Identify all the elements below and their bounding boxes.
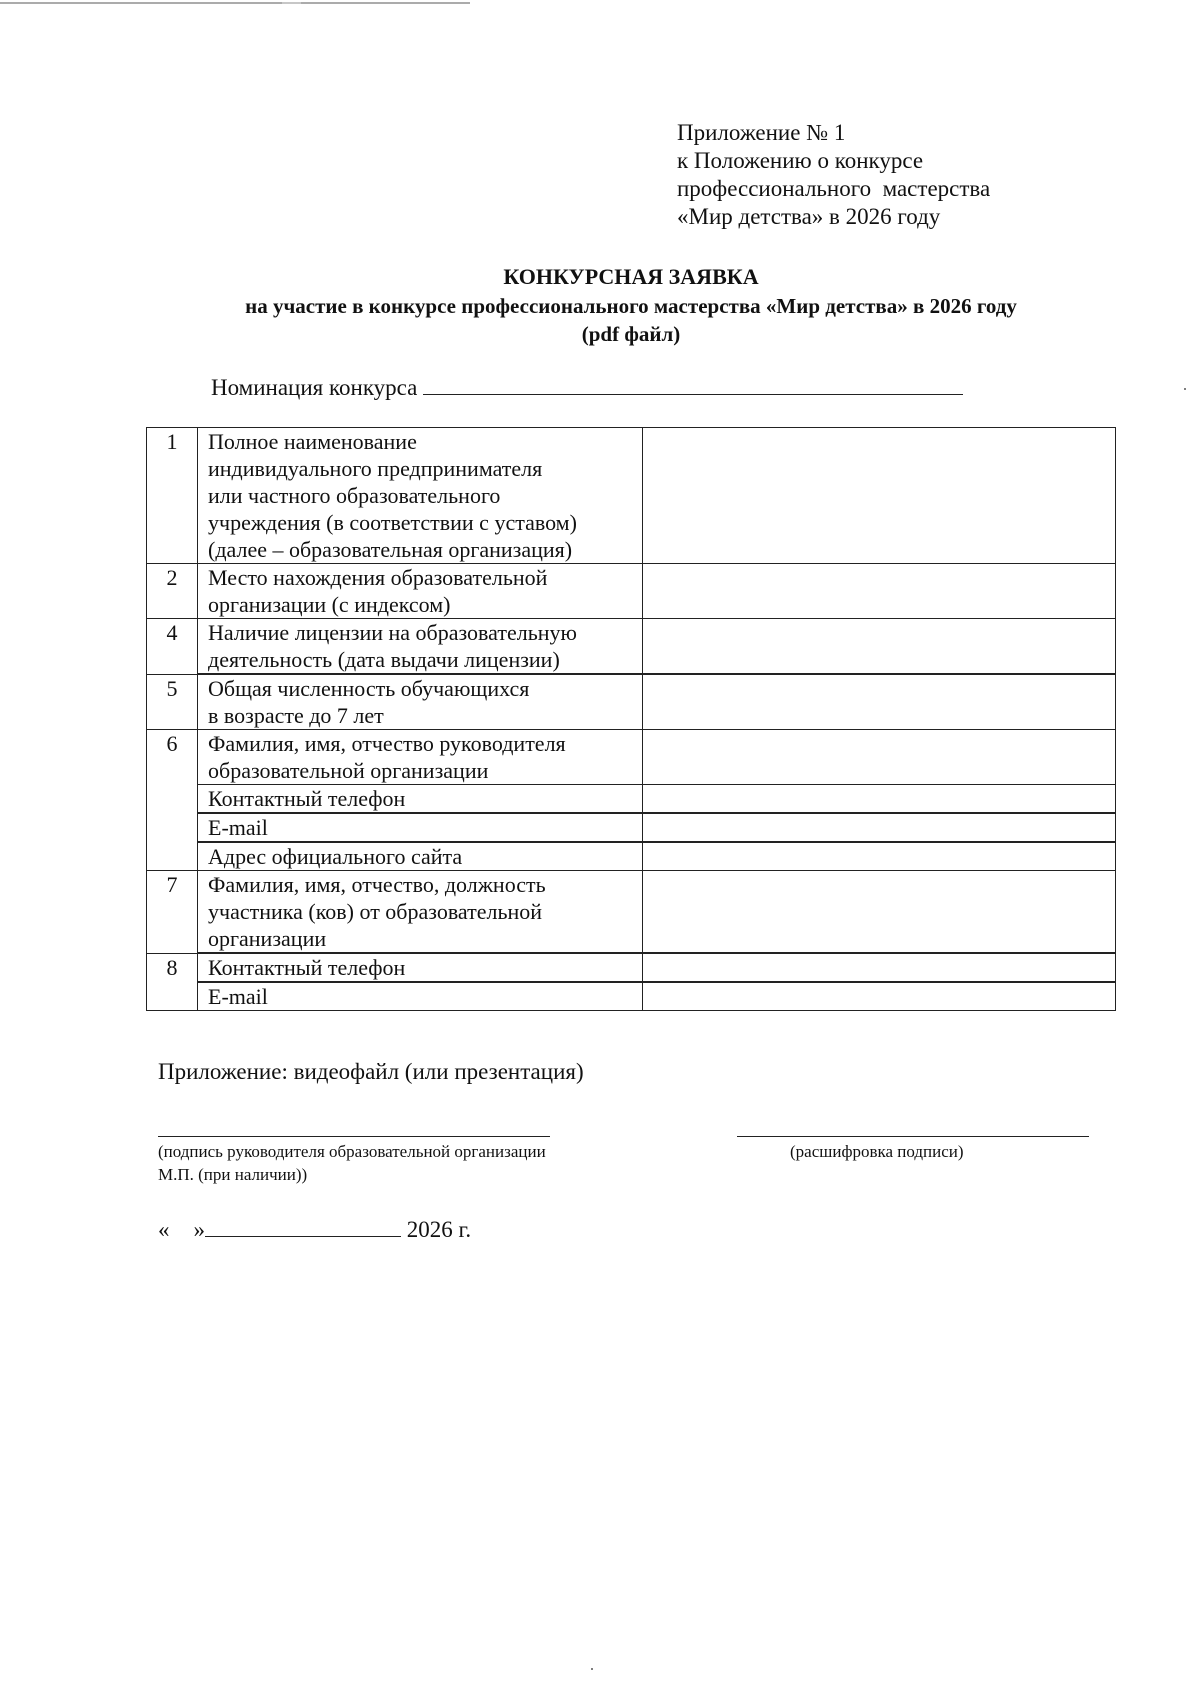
label-line: учреждения (в соответствии с уставом) [208,510,577,535]
table-subrow [147,785,1116,814]
annex-reference [677,119,990,231]
attachment-note: Приложение: видеофайл (или презентация) [158,1059,584,1084]
table-row [147,730,1116,785]
row-label: Контактный телефон [198,953,643,982]
date-close-quote: » [193,1217,205,1242]
label-line: Наличие лицензии на образовательную [208,620,577,645]
row-label [198,619,643,675]
table-row [147,953,1116,982]
row-number: 2 [147,564,198,619]
date-month-blank[interactable] [205,1214,401,1237]
label-line: деятельность (дата выдачи лицензии) [208,647,560,672]
value-cell[interactable] [643,982,1116,1011]
label-line: организации (с индексом) [208,592,451,617]
table-subrow [147,982,1116,1011]
label-line: Общая численность обучающихся [208,676,530,701]
table-row [147,428,1116,564]
date-field [158,1214,471,1244]
scan-speck [1184,388,1186,390]
table-subrow [147,813,1116,842]
value-cell[interactable] [643,619,1116,675]
value-cell[interactable] [643,428,1116,564]
value-cell[interactable] [643,842,1116,871]
label-line: индивидуального предпринимателя [208,456,543,481]
row-label [198,871,643,954]
label-line: организации [208,926,327,951]
table-subrow [147,842,1116,871]
value-cell[interactable] [643,785,1116,814]
signature-caption-line: (подпись руководителя образовательной организации [158,1142,546,1161]
row-number: 4 [147,619,198,675]
decryption-caption: (расшифровка подписи) [790,1142,964,1161]
label-line: Полное наименование [208,429,417,454]
table-row [147,674,1116,730]
table-row [147,564,1116,619]
row-number: 7 [147,871,198,954]
row-label [198,674,643,730]
signature-decryption-line[interactable] [737,1136,1089,1137]
row-label: Адрес официального сайта [198,842,643,871]
value-cell[interactable] [643,953,1116,982]
label-line: образовательной организации [208,758,489,783]
row-label [198,564,643,619]
value-cell[interactable] [643,813,1116,842]
value-cell[interactable] [643,674,1116,730]
row-label: E-mail [198,982,643,1011]
value-cell[interactable] [643,564,1116,619]
date-year: 2026 г. [406,1217,472,1242]
row-label: Контактный телефон [198,785,643,814]
table-row [147,871,1116,954]
label-line: Место нахождения образовательной [208,565,548,590]
document-subtitle: на участие в конкурсе профессионального мастерства «Мир детства» в 2026 году [245,294,1017,318]
label-line: участника (ков) от образовательной [208,899,543,924]
row-number: 6 [147,730,198,871]
row-number: 1 [147,428,198,564]
row-label [198,428,643,564]
date-open-quote: « [158,1217,170,1242]
signature-caption [158,1140,546,1186]
annex-line: к Положению о конкурсе [677,148,924,173]
table-row [147,619,1116,675]
title-block [0,262,1200,348]
value-cell[interactable] [643,730,1116,785]
annex-line: профессионального мастерства [677,176,991,201]
document-title: КОНКУРСНАЯ ЗАЯВКА [503,264,759,289]
row-label: E-mail [198,813,643,842]
value-cell[interactable] [643,871,1116,954]
annex-line: Приложение № 1 [677,120,846,145]
nomination-label: Номинация конкурса [211,375,418,400]
row-number: 5 [147,674,198,730]
label-line: Фамилия, имя, отчество руководителя [208,731,566,756]
annex-line: «Мир детства» в 2026 году [677,204,941,229]
document-subtitle-format: (pdf файл) [581,322,681,346]
signature-caption-line: М.П. (при наличии)) [158,1165,308,1184]
application-table [146,427,1116,1011]
nomination-blank-line[interactable] [423,372,963,395]
label-line: в возрасте до 7 лет [208,703,384,728]
scan-edge-artifact [0,2,470,4]
row-label [198,730,643,785]
label-line: или частного образовательного [208,483,501,508]
nomination-field [211,372,963,402]
row-number: 8 [147,953,198,1011]
signature-line[interactable] [158,1136,550,1137]
scan-speck [591,1668,593,1670]
label-line: Фамилия, имя, отчество, должность [208,872,546,897]
label-line: (далее – образовательная организация) [208,537,573,562]
